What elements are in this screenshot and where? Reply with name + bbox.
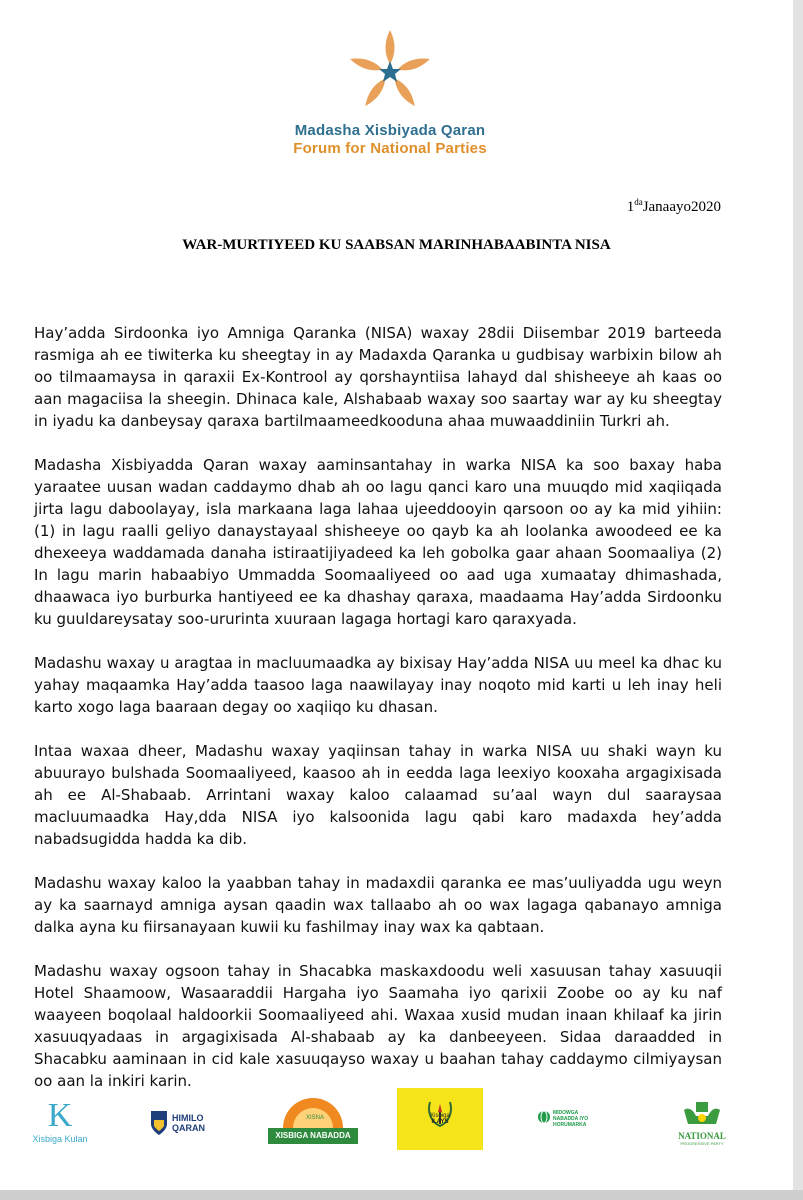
date-suffix: da [634,197,643,207]
logo-midowga-nabadda [535,1108,615,1138]
logo-xisbiga-ilays [397,1088,483,1150]
letterhead [270,26,510,157]
date-month-year: Janaayo2020 [642,199,721,215]
paragraph: Hay’adda Sirdoonka iyo Amniga Qaranka (NISA) waxay 28dii Diisembar 2019 barteeda rasmiga ah ee tiwiterka ku sheegtay in ay Madaxda Qaranka u gudbisay warbixin bilow ah oo tilmaamaysa in qaraxii Ex-Kontrool ay qorshayntiisa lahayd dal shisheeye ah kaas oo aan magaciisa la sheegin. Dhinaca kale, Alshabaab waxay soo saartay war ay ku sheegtay in iyadu ka danbeysay qaraxa bartilmaameedkooduna ahaa muwaaddiniin Turkri ah. [34,324,722,430]
progressive-party-label: PROGRESSIVE PARTY [680,1141,724,1146]
national-label: NATIONAL [678,1131,726,1141]
page-edge-bottom [0,1190,803,1200]
org-subtitle: Forum for National Parties [293,140,487,157]
page-edge-right [793,0,803,1190]
paragraph: Madashu waxay kaloo la yaabban tahay in madaxdii qaranka ee mas’uuliyadda ugu weyn ay ka saarnayd amniga aysan qaadin wax tallaabo ah oo wax lagaga qabanayo amniga dalka ayna ku fiirsanayaan kuwii ku fashilmay inay wax ka qabtaan. [34,874,722,936]
paragraph: Madashu waxay ogsoon tahay in Shacabka maskaxdoodu weli xasuusan tahay xasuuqii Hotel Shaamoow, Wasaaraddii Hargaha iyo Saamaha iyo qarixii Zoobe oo ay ku naf waayeen boqolaal haldoorkii Soomaaliyeed ahi. Waxaa xusid mudan inaan khilaaf ka jirin xasuuqyadaas in argagixisada Al-shabaab ay ka danbeeyeen. Sidaa daraadded in Shacabku aaminaan in cid kale xasuuqayso waxay u baahan tahay caddaymo cilmiyaysan oo aan la inkiri karin. [34,962,722,1090]
logo-xisbiga-kulan: K Xisbiga Kulan [30,1098,90,1154]
sun-icon [268,1090,358,1130]
midowga-label-3: HORUMARKA [553,1122,587,1128]
org-name: Madasha Xisbiyada Qaran [294,122,486,139]
logo-national-party [672,1100,732,1150]
midowga-label-2: NABADDA IYO [553,1116,589,1122]
document-body [34,322,722,1114]
document-title: WAR-MURTIYEED KU SAABSAN MARINHABAABINTA NISA [182,237,611,253]
paragraph: Intaa waxaa dheer, Madashu waxay yaqiinsan tahay in warka NISA uu shaki wayn ku abuurayo bulshada Soomaaliyeed, kaasoo ah in eedda laga leexiyo kooxaha argagixisada ah ee Al-Shabaab. Arrintani waxay kaloo calaamad su’aal wayn dul saaraysaa macluumaadka Hay,dda NISA iyo kalsoonida lagu qabi karo madaxda hey’adda nabadsugidda hadda ka dib. [34,742,722,848]
logo-himilo-qaran [150,1108,220,1142]
kulan-label: Xisbiga Kulan [32,1134,88,1144]
date-day: 1 [626,199,635,215]
shield-icon [150,1110,168,1136]
himilo-label: HIMILO [172,1113,204,1123]
forum-logo [340,26,440,112]
qaran-label: QARAN [172,1123,205,1133]
paragraph: Madashu waxay u aragtaa in macluumaadka ay bixisay Hay’adda NISA uu meel ka dhac ku yahay maqaamka Hay’adda taasoo laga naawilayay inay noqoto mid karti u leh inay heli karto xogo laga baaraan degay oo xaqiiqo ku dhasan. [34,654,722,716]
paragraph: Madasha Xisbiyadda Qaran waxay aaminsantahay in warka NISA ka soo baxay haba yaraatee uusan wadan caddaymo dhab ah oo lagu qanci karo una muuqdo mid xaqiiqada jirta lagu daboolayay, isla markaana laga lahaa ujeeddooyin qarsoon oo ay ka mid yihiin: (1) in lagu raalli geliyo danaystayaal shisheeye oo qayb ka ah loolanka awoodeed ee ka dhexeeya waddamada danaha istiraatijiyadeed ka leh gobolka gaar ahaan Soomaaliya (2) In lagu marin habaabiyo Ummadda Soomaaliyeed oo aad uga xumaatay dhimashada, dhaawaca iyo burburka hantiyeed ee ka dhashay qaraxa, maadaama Hay’adda Sirdoonku ku guuldareysatay soo-ururinta xuuraan lagaga hortagi karo qaraxyada. [34,456,722,628]
nabadda-banner: XISBIGA NABADDA [268,1128,358,1144]
ilays-label: ILAYS [431,1119,449,1125]
crest-icon [682,1100,722,1128]
xisna-label: XISNA [306,1115,325,1121]
ilays-xisbiga-label: Xisbiga [430,1113,450,1119]
midowga-label: MIDOWGA [553,1110,579,1116]
logo-xisbiga-nabadda [268,1090,358,1148]
party-logos-footer [0,1088,793,1158]
document-date [627,197,721,216]
globe-icon [537,1110,551,1124]
